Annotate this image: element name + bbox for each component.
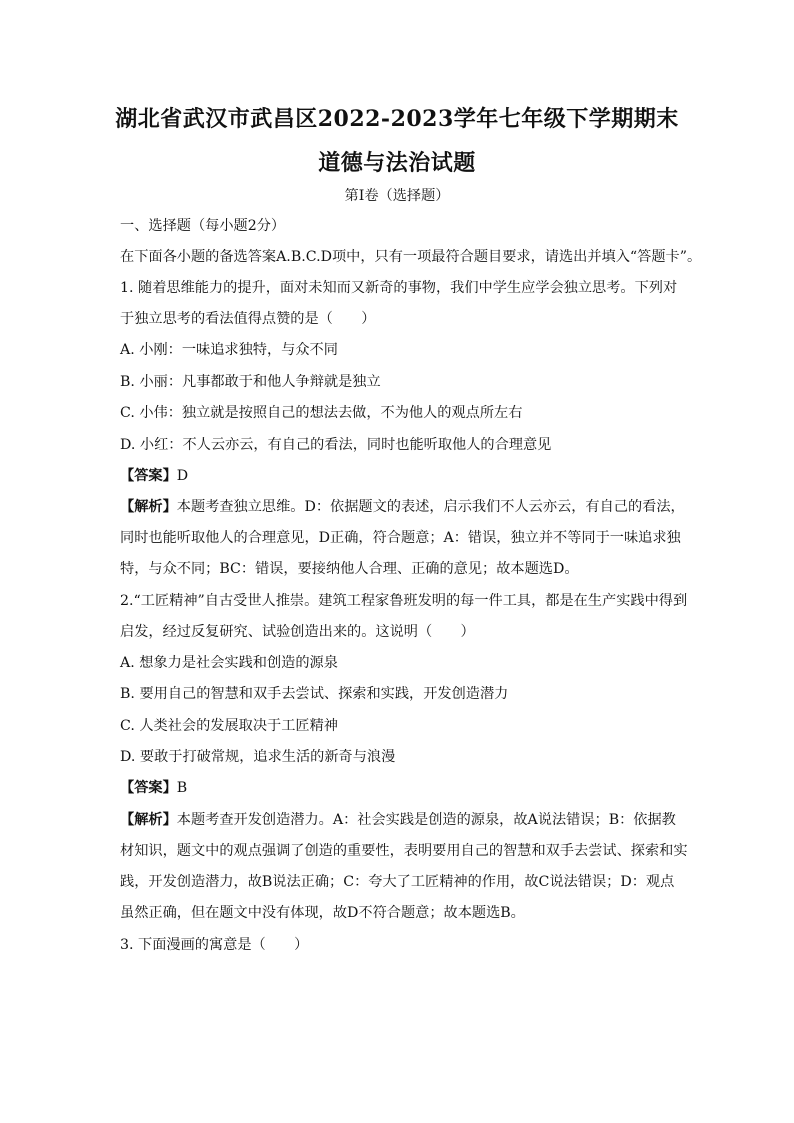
q1-option-a: A. 小刚：一味追求独特，与众不同 — [120, 342, 338, 358]
q1-option-b: B. 小丽：凡事都敢于和他人争辩就是独立 — [120, 374, 381, 390]
q2-answer-value: B — [176, 780, 188, 796]
q2-option-c: C. 人类社会的发展取决于工匠精神 — [120, 718, 338, 734]
volume-label: 第Ⅰ卷（选择题） — [344, 188, 450, 204]
q2-answer — [120, 778, 700, 798]
q1-answer-label: 【答案】 — [120, 468, 177, 484]
q2-stem-line2: 启发，经过反复研究、试验创造出来的。这说明（ ） — [120, 624, 475, 640]
q2-analysis-line4: 虽然正确，但在题文中没有体现，故D不符合题意；故本题选B。 — [120, 905, 525, 921]
q2-analysis-line2: 材知识，题文中的观点强调了创造的重要性，表明要用自己的智慧和双手去尝试、探索和实 — [120, 843, 688, 859]
q2-answer-label: 【答案】 — [120, 780, 177, 796]
q1-answer — [120, 466, 700, 486]
q1-analysis-line1 — [120, 497, 700, 517]
q1-stem-line1: 1. 随着思维能力的提升，面对未知而又新奇的事物，我们中学生应学会独立思考。下列对 — [120, 280, 678, 296]
q1-analysis-line3: 特，与众不同；BC：错误，要接纳他人合理、正确的意见；故本题选D。 — [120, 561, 579, 577]
q2-analysis-label: 【解析】 — [120, 812, 177, 828]
q2-option-d: D. 要敢于打破常规，追求生活的新奇与浪漫 — [120, 749, 396, 765]
q2-analysis-line1 — [120, 810, 700, 830]
q2-analysis-line3: 践，开发创造潜力，故B说法正确；C：夸大了工匠精神的作用，故C说法错误；D：观点 — [120, 874, 675, 890]
section-instruction: 在下面各小题的备选答案A.B.C.D项中，只有一项最符合题目要求，请选出并填入“答题卡”。 — [120, 249, 702, 265]
q1-answer-value: D — [176, 468, 189, 484]
q1-option-d: D. 小红：不人云亦云，有自己的看法，同时也能听取他人的合理意见 — [120, 437, 552, 453]
q2-stem-line1: 2.“工匠精神”自古受世人推崇。建筑工程家鲁班发明的每一件工具，都是在生产实践中得到 — [120, 593, 688, 609]
section-heading: 一、选择题（每小题2分） — [120, 218, 286, 234]
q1-stem-line2: 于独立思考的看法值得点赞的是（ ） — [120, 311, 376, 327]
document-title-line1: 湖北省武汉市武昌区2022-2023学年七年级下学期期末 — [115, 106, 679, 132]
q1-analysis-label: 【解析】 — [120, 499, 177, 515]
q2-option-a: A. 想象力是社会实践和创造的源泉 — [120, 655, 338, 671]
q2-analysis-text1: 本题考查开发创造潜力。A：社会实践是创造的源泉，故A说法错误；B：依据教 — [176, 812, 676, 828]
document-title-line2: 道德与法治试题 — [318, 150, 476, 176]
q1-analysis-line2: 同时也能听取他人的合理意见，D正确，符合题意；A：错误，独立并不等同于一味追求独 — [120, 530, 681, 546]
q2-option-b: B. 要用自己的智慧和双手去尝试、探索和实践，开发创造潜力 — [120, 686, 509, 702]
q3-stem-line1: 3. 下面漫画的寓意是（ ） — [120, 937, 309, 953]
q1-option-c: C. 小伟：独立就是按照自己的想法去做，不为他人的观点所左右 — [120, 405, 523, 421]
q1-analysis-text1: 本题考查独立思维。D：依据题文的表述，启示我们不人云亦云，有自己的看法， — [176, 499, 685, 515]
